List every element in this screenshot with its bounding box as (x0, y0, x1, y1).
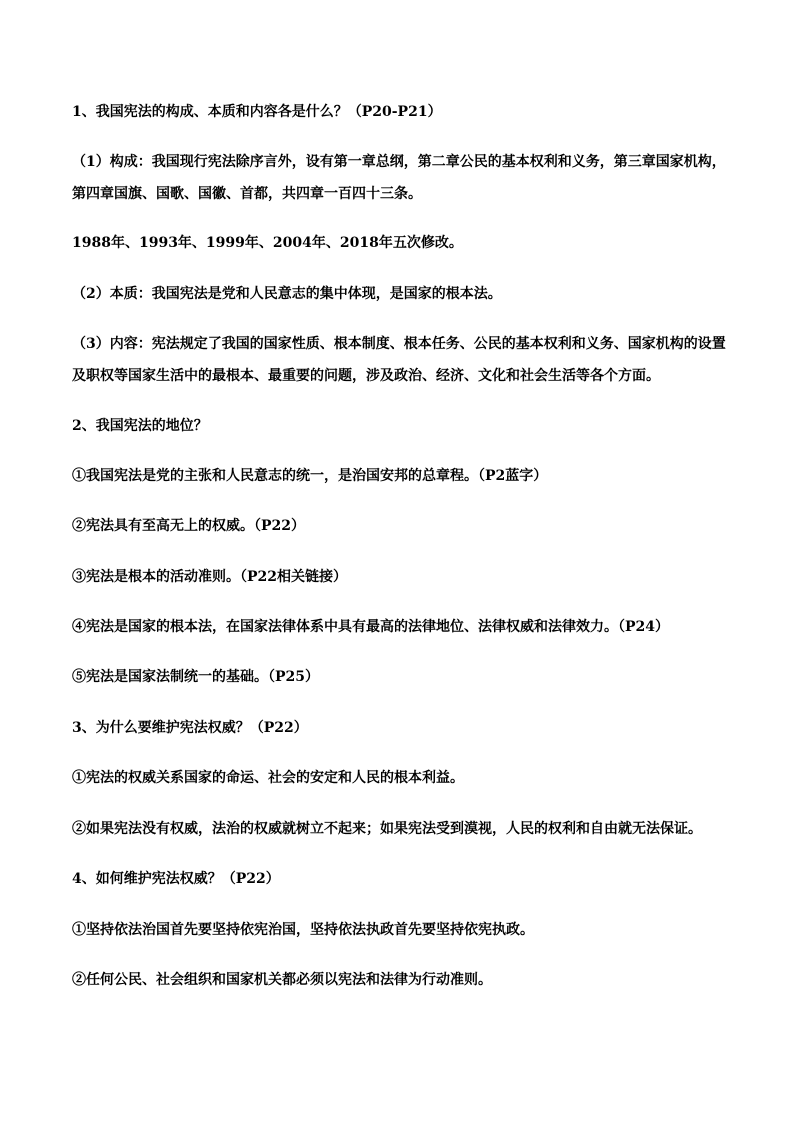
q4-item-1: ①坚持依法治国首先要坚持依宪治国，坚持依法执政首先要坚持依宪执政。 (72, 922, 534, 938)
q1-essence: （2）本质：我国宪法是党和人民意志的集中体现，是国家的根本法。 (72, 286, 502, 302)
q3-item-2: ②如果宪法没有权威，法治的权威就树立不起来；如果宪法受到漠视，人民的权利和自由就无法保证。 (72, 821, 702, 837)
q3-item-1: ①宪法的权威关系国家的命运、社会的安定和人民的根本利益。 (72, 770, 464, 786)
q2-item-2: ②宪法具有至高无上的权威。（P22） (72, 518, 306, 534)
q1-content-line-2: 及职权等国家生活中的最根本、最重要的问题，涉及政治、经济、文化和社会生活等各个方面。 (72, 368, 660, 384)
q1-composition-line-2: 第四章国旗、国歌、国徽、首都，共四章一百四十三条。 (72, 186, 422, 202)
question-1-title: 1、我国宪法的构成、本质和内容各是什么？（P20-P21） (72, 104, 442, 120)
q1-content-line-1: （3）内容：宪法规定了我国的国家性质、根本制度、根本任务、公民的基本权利和义务、国家机构的设置 (72, 336, 726, 352)
q2-item-3: ③宪法是根本的活动准则。（P22相关链接） (72, 569, 348, 585)
q2-item-1: ①我国宪法是党的主张和人民意志的统一，是治国安邦的总章程。（P2蓝字） (72, 468, 548, 484)
question-3-title: 3、为什么要维护宪法权威？（P22） (72, 720, 308, 736)
q4-item-2: ②任何公民、社会组织和国家机关都必须以宪法和法律为行动准则。 (72, 972, 492, 988)
q1-composition-line-1: （1）构成：我国现行宪法除序言外，设有第一章总纲，第二章公民的基本权利和义务，第三章国家机构， (72, 154, 726, 170)
question-2-title: 2、我国宪法的地位？ (72, 418, 208, 434)
question-4-title: 4、如何维护宪法权威？（P22） (72, 871, 280, 887)
q1-amendments: 1988年、1993年、1999年、2004年、2018年五次修改。 (72, 235, 463, 251)
q2-item-4: ④宪法是国家的根本法，在国家法律体系中具有最高的法律地位、法律权威和法律效力。（P24） (72, 619, 670, 635)
q2-item-5: ⑤宪法是国家法制统一的基础。（P25） (72, 669, 320, 685)
